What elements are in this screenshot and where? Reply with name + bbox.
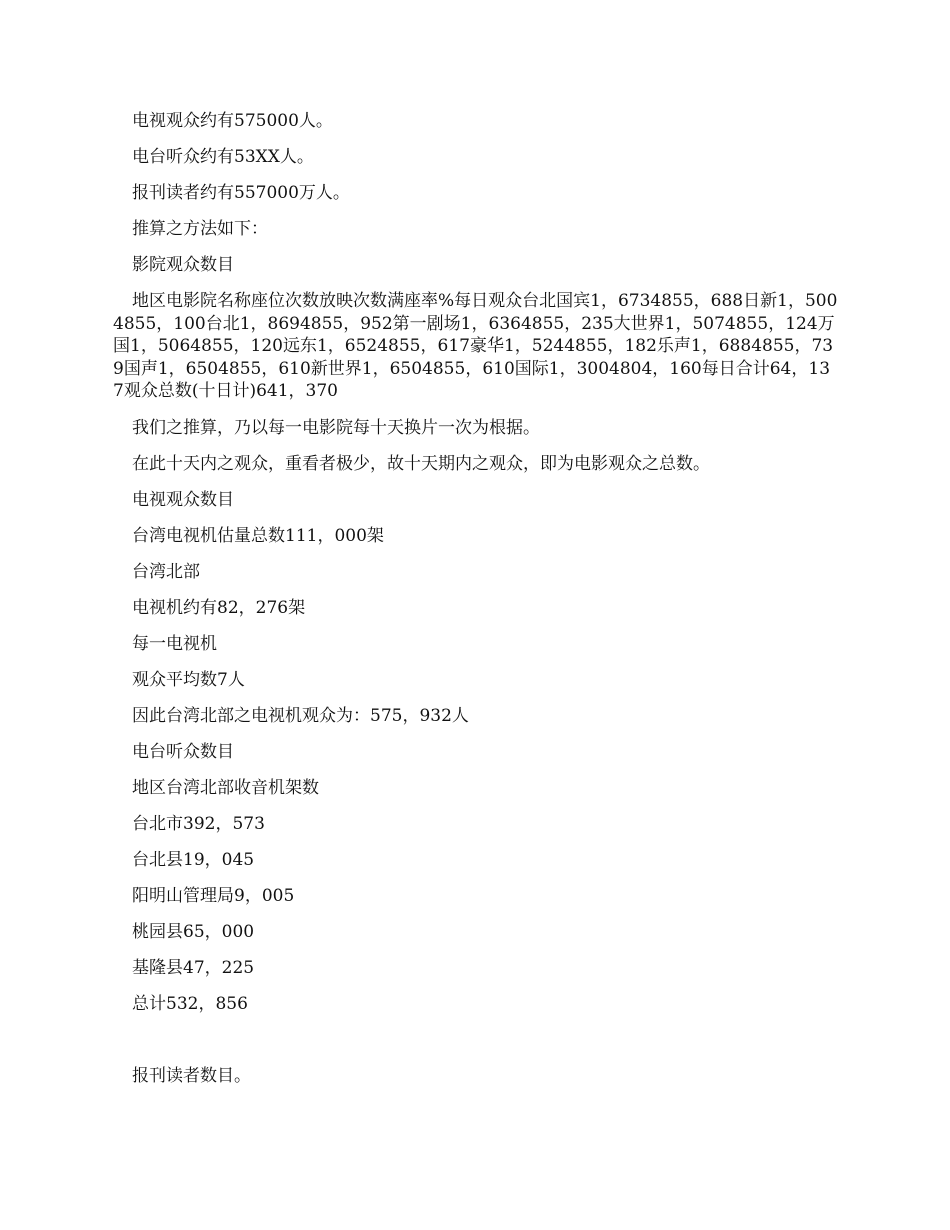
paragraph-tv-sets-north: 电视机约有82，276架	[132, 597, 306, 618]
paragraph-taoyuan: 桃园县65，000	[132, 921, 255, 942]
paragraph-taipei-city: 台北市392，573	[132, 813, 265, 834]
paragraph-tv-audience-north: 因此台湾北部之电视机观众为：575，932人	[132, 705, 469, 726]
paragraph-radio-table-header: 地区台湾北部收音机架数	[132, 777, 319, 798]
paragraph-tv-sets-total: 台湾电视机估量总数111，000架	[132, 525, 384, 546]
paragraph-cinema-basis: 我们之推算，乃以每一电影院每十天换片一次为根据。	[132, 417, 540, 438]
paragraph-cinema-repeat-viewers: 在此十天内之观众，重看者极少，故十天期内之观众，即为电影观众之总数。	[132, 453, 710, 474]
paragraph-cinema-table: 地区电影院名称座位次数放映次数满座率%每日观众台北国宾1，6734855，688日新1，5004855，100台北1，8694855，952第一剧场1，6364855，235大世界1，5074855，124万国1，5064855，120远东1，6524855，617豪华1，5244855，182乐声1，6884855，739国声1，6504855，610新世界1，6504855，610国际1，3004804，160每日合计64，137观众总数(十日计)641，370	[113, 291, 838, 401]
paragraph-per-tv-set: 每一电视机	[132, 633, 217, 654]
heading-tv-audience: 电视观众数目	[132, 489, 234, 510]
paragraph-keelung: 基隆县47，225	[132, 957, 255, 978]
heading-radio-audience: 电台听众数目	[132, 741, 234, 762]
paragraph-north-taiwan: 台湾北部	[132, 561, 200, 582]
heading-cinema-audience: 影院观众数目	[132, 255, 234, 275]
heading-press-readers: 报刊读者数目。	[132, 1065, 251, 1086]
paragraph-taipei-county: 台北县19，045	[132, 849, 255, 870]
paragraph-yangmingshan: 阳明山管理局9，005	[132, 885, 295, 906]
paragraph-method-intro: 推算之方法如下：	[132, 219, 268, 239]
blank-gap	[113, 1029, 838, 1065]
paragraph-avg-viewers: 观众平均数7人	[132, 669, 245, 690]
paragraph-radio-audience-total: 电台听众约有53XX人。	[132, 147, 314, 167]
paragraph-press-readers-total: 报刊读者约有557000万人。	[132, 183, 350, 203]
paragraph-radio-total: 总计532，856	[132, 993, 248, 1014]
paragraph-tv-audience-total: 电视观众约有575000人。	[132, 111, 333, 131]
